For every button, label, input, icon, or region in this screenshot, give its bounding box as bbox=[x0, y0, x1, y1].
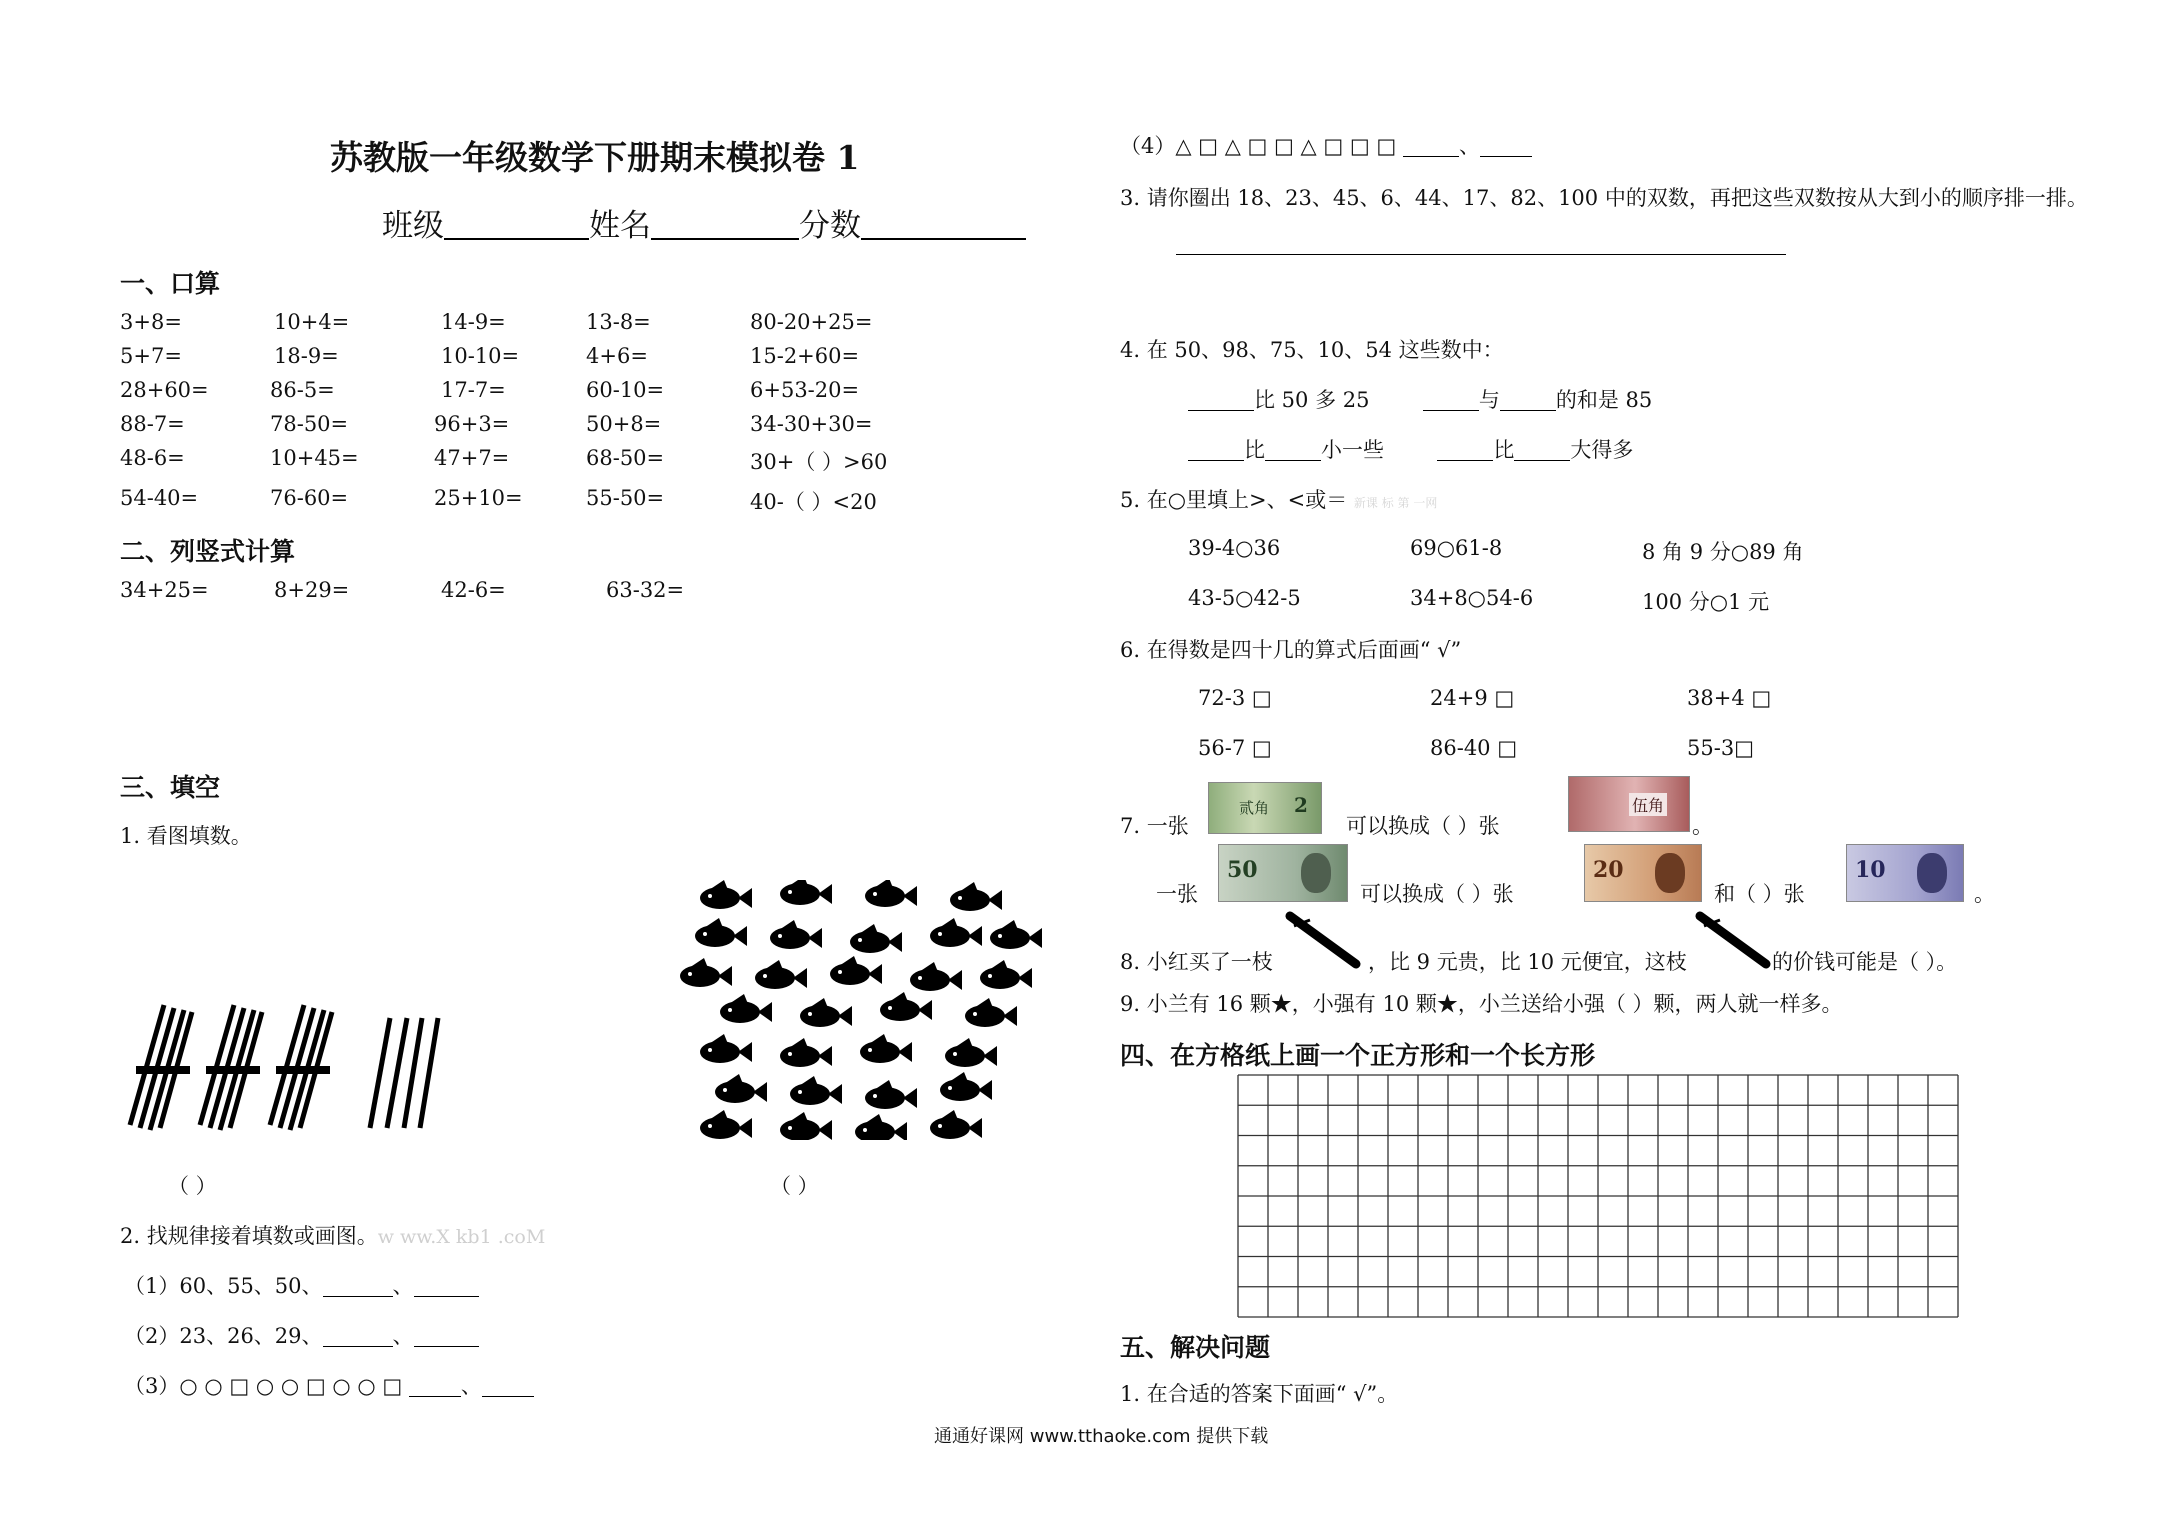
oral-calc-item: 25+10= bbox=[434, 486, 523, 510]
portrait-icon bbox=[1301, 853, 1331, 893]
q4-a-text: 比 50 多 25 bbox=[1254, 388, 1370, 412]
answer-blank[interactable] bbox=[1500, 390, 1556, 411]
section5-q1: 1. 在合适的答案下面画“ √”。 bbox=[1120, 1382, 1399, 1406]
answer-blank[interactable] bbox=[414, 1276, 479, 1297]
note-value: 2 bbox=[1294, 793, 1308, 817]
name-label: 姓名 bbox=[589, 208, 651, 244]
oral-calc-item: 88-7= bbox=[120, 412, 185, 436]
fish-icon bbox=[980, 960, 1032, 989]
oral-calc-item: 47+7= bbox=[434, 446, 510, 470]
oral-calc-item: 17-7= bbox=[441, 378, 506, 402]
q6-item[interactable]: 24+9 □ bbox=[1430, 686, 1515, 710]
answer-blank[interactable] bbox=[1480, 136, 1532, 157]
answer-blank[interactable] bbox=[409, 1376, 461, 1397]
answer-blank[interactable] bbox=[414, 1326, 479, 1347]
fill-q4: 4. 在 50、98、75、10、54 这些数中： bbox=[1120, 338, 1504, 362]
loose-sticks-icon bbox=[370, 1018, 438, 1128]
vertical-calc-1: 34+25= bbox=[120, 578, 209, 602]
fish-icon bbox=[830, 956, 882, 985]
fill-q6: 6. 在得数是四十几的算式后面画“ √” bbox=[1120, 638, 1462, 662]
footer: 通通好课网 www.tthaoke.com 提供下载 bbox=[934, 1426, 1269, 1447]
separator: 、 bbox=[460, 1374, 482, 1398]
oral-calc-item: 10+45= bbox=[270, 446, 359, 470]
vertical-calc-2: 8+29= bbox=[274, 578, 350, 602]
fill-q2-4 bbox=[1120, 130, 1532, 160]
stick-bundle-icon bbox=[270, 1005, 332, 1130]
fish-icon bbox=[780, 880, 832, 905]
fish-icon bbox=[855, 1114, 907, 1140]
class-label: 班级 bbox=[382, 208, 444, 244]
fish-icon bbox=[780, 1038, 832, 1067]
q2-1-text: （1）60、55、50、 bbox=[124, 1274, 323, 1298]
fish-icon bbox=[700, 1110, 752, 1139]
fill-q2 bbox=[120, 1220, 545, 1250]
section4-heading: 四、在方格纸上画一个正方形和一个长方形 bbox=[1120, 1041, 1596, 1070]
q6-item[interactable]: 38+4 □ bbox=[1687, 686, 1772, 710]
fish-icon bbox=[715, 1074, 767, 1103]
fill-q2-text: 2. 找规律接着填数或画图。 bbox=[120, 1224, 378, 1248]
q4-d1-text: 比 bbox=[1493, 438, 1515, 462]
q5-item[interactable]: 43-5○42-5 bbox=[1188, 586, 1301, 610]
q5-item[interactable]: 69○61-8 bbox=[1410, 536, 1503, 560]
portrait-icon bbox=[1917, 853, 1947, 893]
fill-q1-answer-right[interactable]: （ ） bbox=[770, 1174, 819, 1198]
banknote-20-yuan bbox=[1584, 844, 1702, 902]
fish-icon bbox=[990, 920, 1042, 949]
q5-item[interactable]: 100 分○1 元 bbox=[1642, 590, 1770, 614]
fish-image bbox=[680, 880, 1060, 1140]
fish-icon bbox=[965, 998, 1017, 1027]
page-title: 苏教版一年级数学下册期末模拟卷 1 bbox=[330, 138, 860, 177]
fill-q5 bbox=[1120, 484, 1437, 514]
q2-4-text: （4）△ □ △ □ □ △ □ □ □ bbox=[1120, 134, 1397, 158]
q6-item[interactable]: 56-7 □ bbox=[1198, 736, 1272, 760]
oral-calc-item: 78-50= bbox=[270, 412, 349, 436]
oral-calc-item: 68-50= bbox=[586, 446, 665, 470]
banknote-10-yuan bbox=[1846, 844, 1964, 902]
oral-calc-item: 15-2+60= bbox=[750, 344, 860, 368]
fish-icon bbox=[695, 918, 747, 947]
answer-blank[interactable] bbox=[1403, 136, 1459, 157]
answer-blank[interactable] bbox=[323, 1276, 393, 1297]
answer-blank[interactable] bbox=[1437, 440, 1493, 461]
oral-calc-item: 55-50= bbox=[586, 486, 665, 510]
q4-c1-text: 比 bbox=[1244, 438, 1265, 462]
fill-q1: 1. 看图填数。 bbox=[120, 824, 252, 848]
fish-icon bbox=[700, 880, 752, 909]
portrait-icon bbox=[1655, 853, 1685, 893]
q8-2: ，比 9 元贵，比 10 元便宜，这枝 bbox=[1368, 950, 1687, 974]
oral-calc-item: 30+（ ）>60 bbox=[750, 450, 888, 474]
fish-icon bbox=[720, 994, 772, 1023]
fish-icon bbox=[755, 960, 807, 989]
oral-calc-item: 3+8= bbox=[120, 310, 182, 334]
oral-calc-item: 4+6= bbox=[586, 344, 648, 368]
fish-icon bbox=[880, 992, 932, 1021]
q5-item[interactable]: 39-4○36 bbox=[1188, 536, 1281, 560]
note-label: 贰角 bbox=[1239, 799, 1270, 817]
fill-q3: 3. 请你圈出 18、23、45、6、44、17、82、100 中的双数，再把这些双数按从大到小的顺序排一排。 bbox=[1120, 186, 2088, 210]
banknote-50-yuan bbox=[1218, 844, 1348, 902]
answer-blank[interactable] bbox=[1423, 390, 1479, 411]
stick-bundles-image bbox=[122, 1000, 462, 1135]
grid-paper[interactable] bbox=[1237, 1074, 1959, 1318]
pen-icon bbox=[1284, 910, 1364, 970]
oral-calc-item: 10-10= bbox=[441, 344, 520, 368]
fill-q2-1 bbox=[124, 1270, 479, 1300]
q9: 9. 小兰有 16 颗★，小强有 10 颗★，小兰送给小强（ ）颗，两人就一样多。 bbox=[1120, 992, 1843, 1016]
q7-b1: 一张 bbox=[1156, 882, 1198, 906]
oral-calc-item: 48-6= bbox=[120, 446, 185, 470]
separator: 、 bbox=[392, 1274, 414, 1298]
q7-b2: 可以换成（ ）张 bbox=[1360, 882, 1514, 906]
fish-icon bbox=[940, 1072, 992, 1101]
note-value: 10 bbox=[1855, 857, 1886, 883]
q6-item[interactable]: 55-3□ bbox=[1687, 736, 1755, 760]
fill-q1-answer-left[interactable]: （ ） bbox=[168, 1174, 217, 1198]
answer-blank[interactable] bbox=[1188, 390, 1254, 411]
section2-heading: 二、列竖式计算 bbox=[120, 537, 296, 566]
banknote-5-jiao bbox=[1568, 776, 1690, 832]
class-blank[interactable] bbox=[444, 208, 589, 240]
q2-3-text: （3）○ ○ □ ○ ○ □ ○ ○ □ bbox=[124, 1374, 403, 1398]
q2-2-text: （2）23、26、29、 bbox=[124, 1324, 323, 1348]
oral-calc-item: 76-60= bbox=[270, 486, 349, 510]
note-value: 50 bbox=[1227, 857, 1258, 883]
q8-1: 8. 小红买了一枝 bbox=[1120, 950, 1273, 974]
q7-b3: 和（ ）张 bbox=[1714, 882, 1805, 906]
score-label: 分数 bbox=[799, 208, 861, 244]
q4-c2-text: 小一些 bbox=[1321, 438, 1384, 462]
answer-blank[interactable] bbox=[323, 1326, 393, 1347]
q6-item[interactable]: 86-40 □ bbox=[1430, 736, 1518, 760]
q5-text: 5. 在○里填上>、<或＝ bbox=[1120, 488, 1348, 512]
banknote-2-jiao bbox=[1208, 782, 1322, 834]
oral-calc-item: 80-20+25= bbox=[750, 310, 873, 334]
oral-calc-item: 40-（ ）<20 bbox=[750, 490, 877, 514]
stick-bundle-icon bbox=[130, 1005, 192, 1130]
oral-calc-item: 86-5= bbox=[270, 378, 335, 402]
fish-icon bbox=[865, 880, 917, 907]
fish-icon bbox=[910, 962, 962, 991]
fish-icon bbox=[850, 924, 902, 953]
oral-calc-item: 13-8= bbox=[586, 310, 651, 334]
score-blank[interactable] bbox=[861, 208, 1026, 240]
q6-item[interactable]: 72-3 □ bbox=[1198, 686, 1272, 710]
vertical-calc-3: 42-6= bbox=[441, 578, 506, 602]
oral-calc-item: 28+60= bbox=[120, 378, 209, 402]
fill-q2-2 bbox=[124, 1320, 479, 1350]
oral-calc-item: 50+8= bbox=[586, 412, 662, 436]
fish-icon bbox=[865, 1080, 917, 1109]
oral-calc-item: 34-30+30= bbox=[750, 412, 873, 436]
q8-3: 的价钱可能是（ ）。 bbox=[1772, 950, 1958, 974]
q5-watermark: 新课 标 第 一网 bbox=[1353, 496, 1438, 510]
pen-icon bbox=[1694, 910, 1774, 970]
oral-calc-item: 60-10= bbox=[586, 378, 665, 402]
q5-item[interactable]: 8 角 9 分○89 角 bbox=[1642, 540, 1804, 564]
oral-calc-item: 54-40= bbox=[120, 486, 199, 510]
q7-a2: 可以换成（ ）张 bbox=[1346, 814, 1500, 838]
fish-icon bbox=[790, 1076, 842, 1105]
fish-group bbox=[680, 880, 1042, 1140]
q7-a3: 。 bbox=[1692, 814, 1713, 838]
q4-d2-text: 大得多 bbox=[1570, 438, 1634, 462]
answer-blank[interactable] bbox=[1265, 440, 1321, 461]
q3-answer-line[interactable] bbox=[1176, 254, 1786, 255]
fish-icon bbox=[945, 1038, 997, 1067]
oral-calc-item: 96+3= bbox=[434, 412, 510, 436]
section3-heading: 三、填空 bbox=[120, 773, 221, 802]
oral-calc-item: 18-9= bbox=[274, 344, 339, 368]
oral-calc-item: 5+7= bbox=[120, 344, 182, 368]
fish-icon bbox=[860, 1034, 912, 1063]
fish-icon bbox=[800, 998, 852, 1027]
q7-b4: 。 bbox=[1974, 882, 1995, 906]
watermark-text: w ww.X kb1 .coM bbox=[377, 1226, 546, 1248]
fish-icon bbox=[930, 918, 982, 947]
answer-blank[interactable] bbox=[482, 1376, 534, 1397]
answer-blank[interactable] bbox=[1188, 440, 1244, 461]
fish-icon bbox=[680, 958, 732, 987]
vertical-calc-4: 63-32= bbox=[606, 578, 685, 602]
q4-b1-text: 与 bbox=[1478, 388, 1500, 412]
q5-item[interactable]: 34+8○54-6 bbox=[1410, 586, 1534, 610]
fish-icon bbox=[700, 1034, 752, 1063]
oral-calc-item: 6+53-20= bbox=[750, 378, 860, 402]
student-fields bbox=[382, 200, 1026, 245]
name-blank[interactable] bbox=[651, 208, 799, 240]
section5-heading: 五、解决问题 bbox=[1120, 1333, 1271, 1362]
fill-q2-3 bbox=[124, 1370, 534, 1400]
note-value: 20 bbox=[1593, 857, 1624, 883]
q4-b2-text: 的和是 85 bbox=[1555, 388, 1653, 412]
oral-calc-item: 14-9= bbox=[441, 310, 506, 334]
separator: 、 bbox=[392, 1324, 414, 1348]
answer-blank[interactable] bbox=[1514, 440, 1570, 461]
fish-icon bbox=[950, 882, 1002, 911]
fish-icon bbox=[930, 1110, 982, 1139]
section1-heading: 一、口算 bbox=[120, 269, 221, 298]
fish-icon bbox=[780, 1112, 832, 1140]
fish-icon bbox=[770, 920, 822, 949]
oral-calc-item: 10+4= bbox=[274, 310, 350, 334]
separator: 、 bbox=[1458, 134, 1480, 158]
q7-a1: 7. 一张 bbox=[1120, 814, 1189, 838]
stick-bundle-icon bbox=[200, 1005, 262, 1130]
note-label: 伍角 bbox=[1629, 793, 1667, 816]
fill-q4-row2 bbox=[1188, 434, 1633, 464]
fill-q4-row1 bbox=[1188, 384, 1652, 414]
